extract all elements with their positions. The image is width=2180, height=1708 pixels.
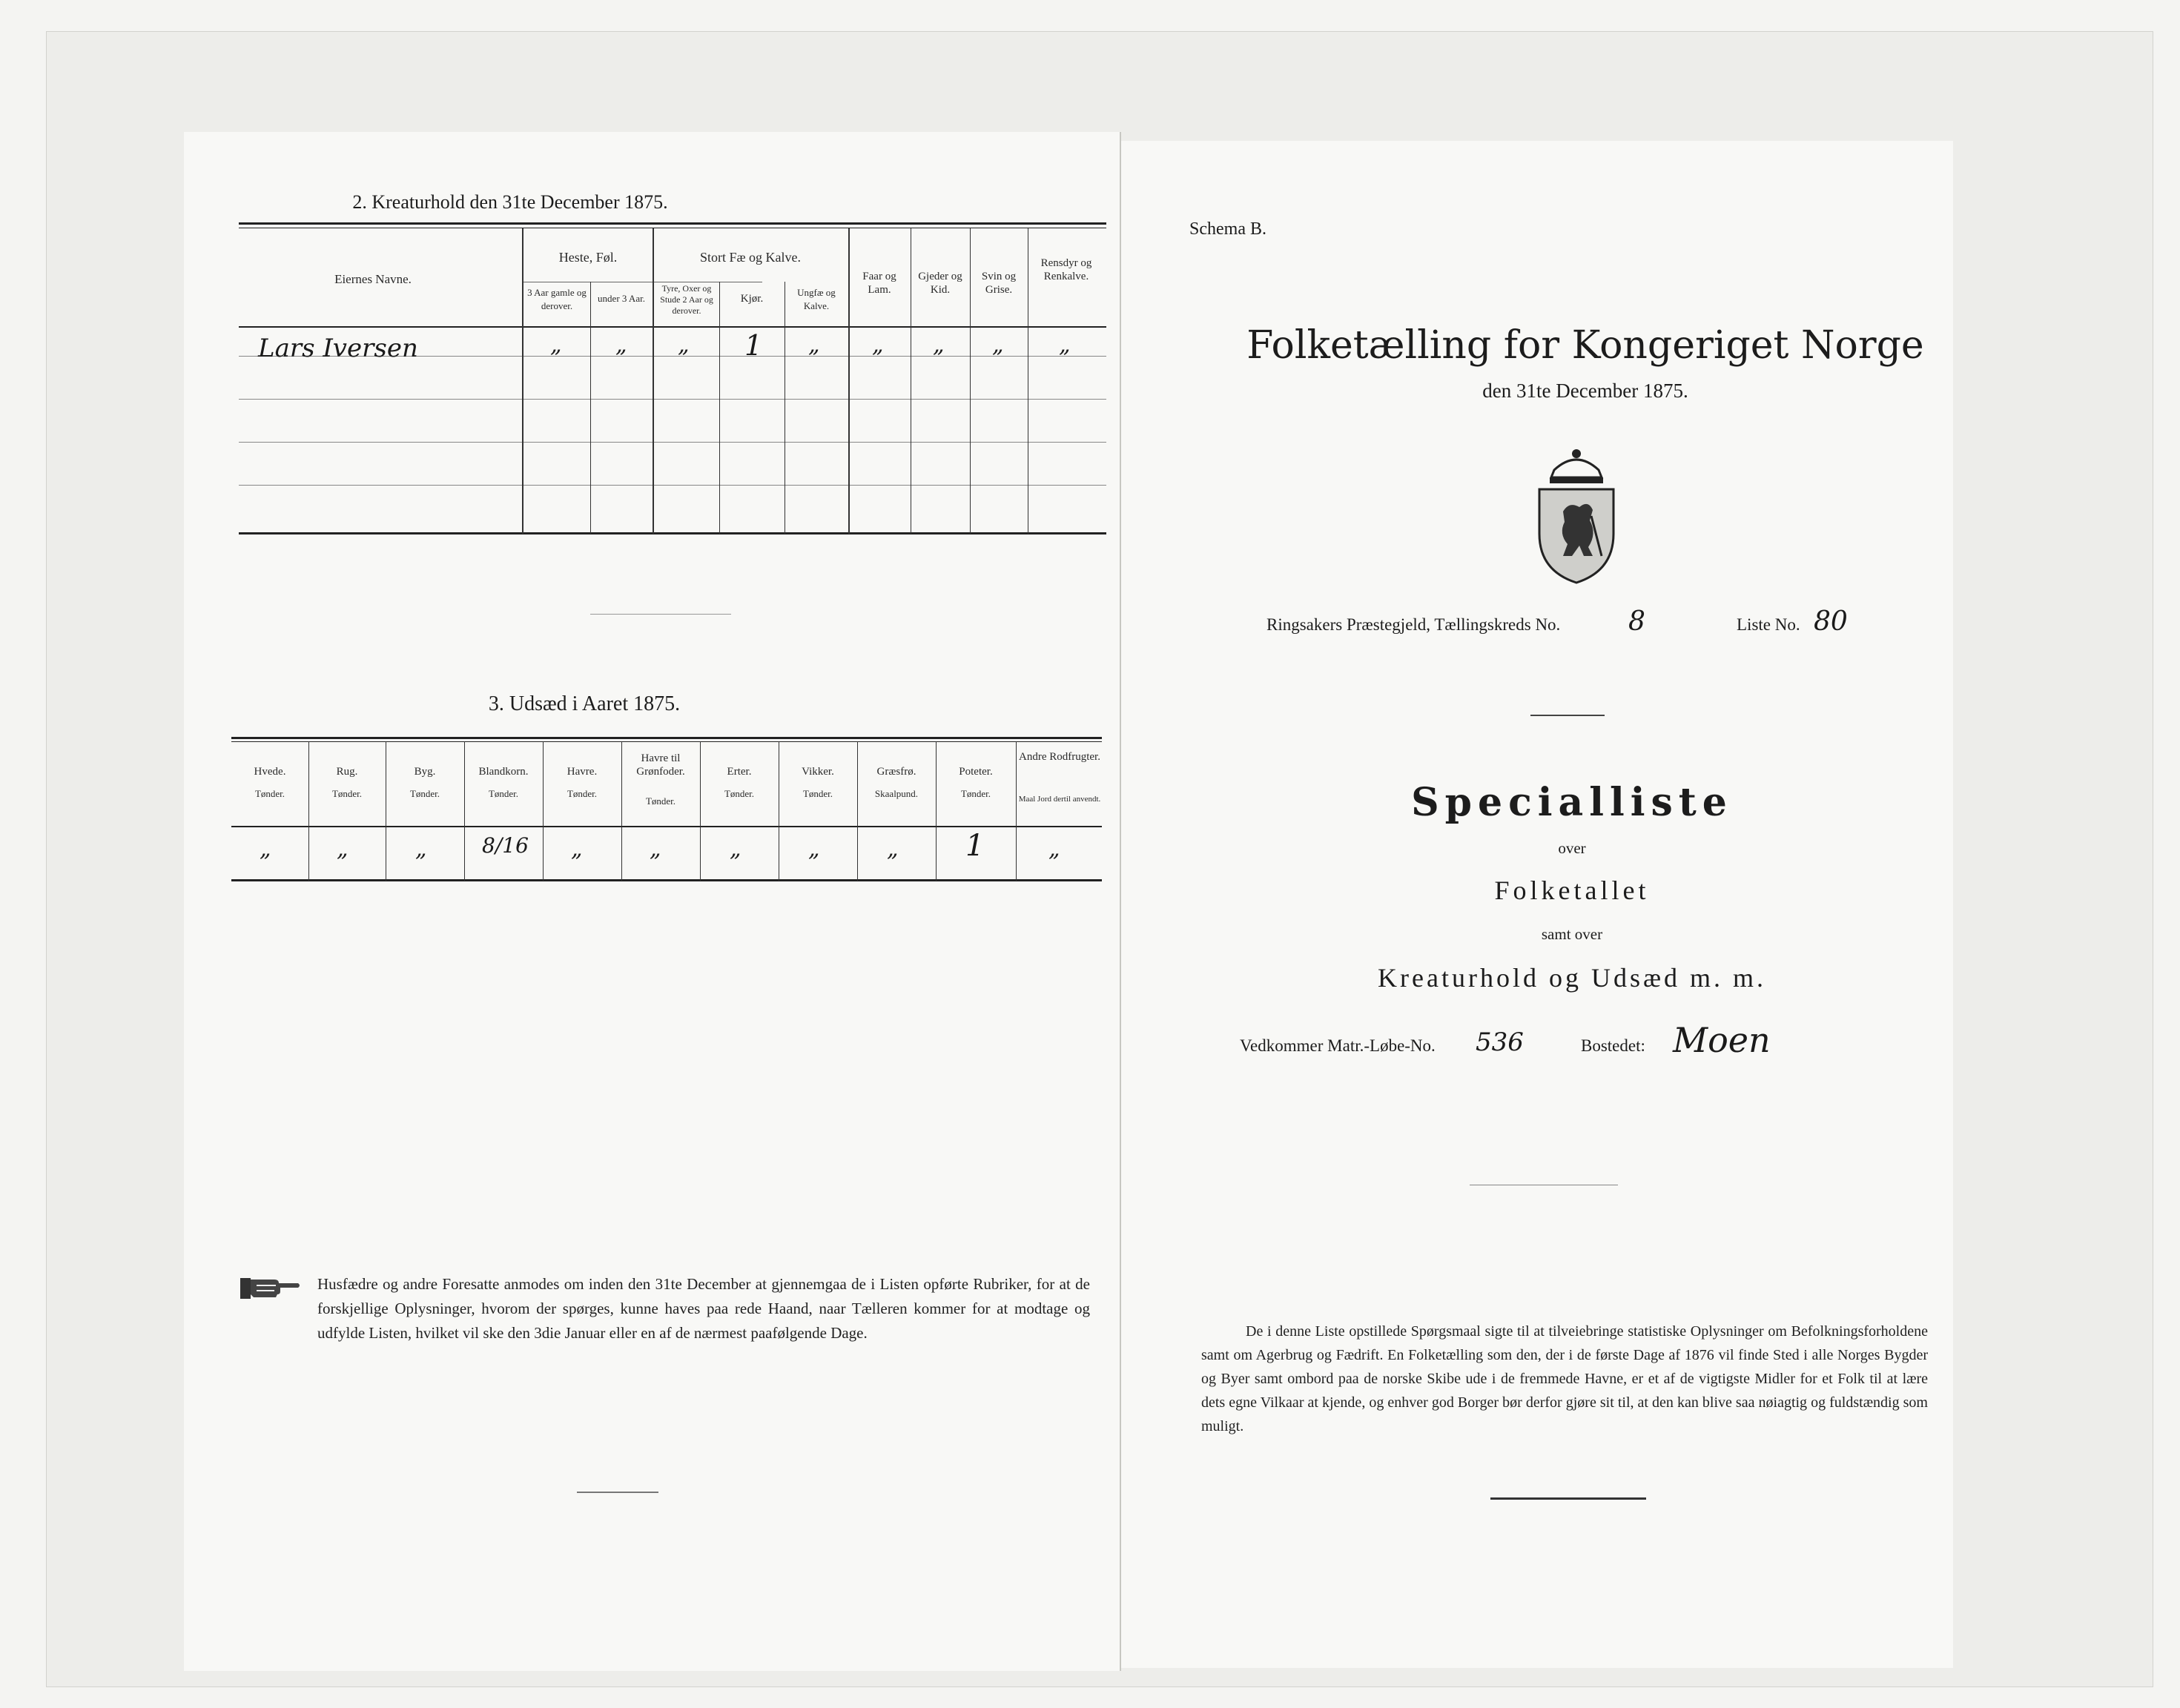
liste-number: 80 bbox=[1814, 606, 1848, 637]
owner-header: Eiernes Navne. bbox=[334, 272, 412, 286]
livestock-value: „ bbox=[550, 332, 562, 358]
seed-col-hvede: Hvede. bbox=[254, 766, 286, 778]
seed-unit: Tønder. bbox=[645, 795, 676, 807]
section2-title: 2. Kreaturhold den 31te December 1875. bbox=[352, 191, 668, 213]
seed-unit: Tønder. bbox=[960, 788, 991, 799]
bosted-label: Bostedet: bbox=[1581, 1036, 1645, 1055]
col-heste-3aar: 3 Aar gamle og derover. bbox=[527, 287, 587, 311]
seed-value: „ bbox=[337, 836, 349, 862]
divider bbox=[1490, 1497, 1646, 1500]
seed-unit: Tønder. bbox=[488, 788, 519, 799]
col-ungfae: Ungfæ og Kalve. bbox=[797, 287, 836, 311]
seed-unit: Tønder. bbox=[409, 788, 440, 799]
matr-label: Vedkommer Matr.-Løbe-No. bbox=[1240, 1036, 1436, 1055]
seed-value: „ bbox=[260, 836, 271, 862]
seed-unit: Tønder. bbox=[567, 788, 598, 799]
specialliste-title: Specialliste bbox=[1411, 780, 1733, 825]
livestock-value: „ bbox=[808, 332, 820, 358]
bosted-value: Moen bbox=[1673, 1020, 1771, 1060]
folketallet-heading: Folketallet bbox=[1494, 875, 1650, 905]
right-page bbox=[1121, 141, 1953, 1668]
owner-name-row1: Lars Iversen bbox=[258, 334, 418, 363]
col-kjor: Kjør. bbox=[740, 293, 764, 305]
divider bbox=[1530, 715, 1605, 716]
kreds-number: 8 bbox=[1628, 606, 1645, 637]
section3-title: 3. Udsæd i Aaret 1875. bbox=[488, 692, 681, 715]
seed-value: 1 bbox=[965, 829, 985, 863]
seed-col-poteter: Poteter. bbox=[959, 766, 993, 778]
col-svin: Svin og Grise. bbox=[981, 271, 1017, 296]
left-page bbox=[184, 132, 1121, 1671]
seed-value: „ bbox=[808, 836, 820, 862]
census-date: den 31te December 1875. bbox=[1482, 380, 1688, 402]
livestock-value: 1 bbox=[744, 329, 763, 362]
col-tyre: Tyre, Oxer og Stude 2 Aar og derover. bbox=[660, 283, 713, 316]
divider bbox=[577, 1492, 658, 1493]
livestock-value: „ bbox=[872, 332, 884, 358]
pointing-hand-icon bbox=[239, 1272, 301, 1302]
livestock-value: „ bbox=[992, 332, 1004, 358]
seed-col-vikker: Vikker. bbox=[802, 766, 834, 778]
livestock-value: „ bbox=[1059, 332, 1071, 358]
matr-number: 536 bbox=[1476, 1027, 1524, 1057]
group-stort-fae: Stort Fæ og Kalve. bbox=[699, 250, 801, 265]
col-rensdyr: Rensdyr og Renkalve. bbox=[1040, 257, 1092, 282]
over-label: over bbox=[1558, 839, 1586, 857]
coat-of-arms-icon bbox=[1525, 445, 1628, 586]
seed-col-havre: Havre. bbox=[567, 766, 598, 778]
samt-over-label: samt over bbox=[1541, 925, 1603, 943]
seed-col-byg: Byg. bbox=[414, 766, 436, 778]
kreaturhold-heading: Kreaturhold og Udsæd m. m. bbox=[1378, 963, 1766, 993]
livestock-value: „ bbox=[678, 332, 690, 358]
seed-col-rug: Rug. bbox=[336, 766, 358, 778]
seed-col-erter: Erter. bbox=[727, 766, 752, 778]
seed-unit: Maal Jord dertil anvendt. bbox=[1018, 795, 1101, 804]
seed-unit: Tønder. bbox=[254, 788, 285, 799]
seed-value: „ bbox=[415, 836, 427, 862]
census-title: Folketælling for Kongeriget Norge bbox=[1246, 323, 1924, 368]
livestock-value: „ bbox=[933, 332, 945, 358]
col-gjeder: Gjeder og Kid. bbox=[918, 271, 962, 296]
seed-unit: Tønder. bbox=[331, 788, 363, 799]
seed-unit: Tønder. bbox=[724, 788, 755, 799]
group-heste: Heste, Føl. bbox=[558, 250, 618, 265]
seed-value: „ bbox=[650, 836, 661, 862]
col-under-3aar: under 3 Aar. bbox=[598, 293, 645, 304]
col-faar: Faar og Lam. bbox=[862, 271, 896, 296]
schema-label: Schema B. bbox=[1189, 219, 1266, 239]
seed-col-andre-rodfrugter: Andre Rodfrugter. bbox=[1019, 751, 1100, 763]
intro-paragraph: De i denne Liste opstillede Spørgsmaal sigte til at tilveiebringe statistiske Oplysninger om Befolkningsforholdene samt om Agerbrug og Fædrift. En Folketælling som den, der i de første Dage af 1876 vil finde Sted i alle Norges Bygder og Byer samt ombord paa de norske Skibe ude i de fremmede Havne, er et af de vigtigste Midler for et Folk til at lære dets egne Vilkaar at kjende, og enhver god Borger bør derfor gjøre sit til, at den kan blive saa nøiagtig og fuldstændig som muligt. bbox=[1201, 1323, 1928, 1434]
seed-unit: Skaalpund. bbox=[874, 788, 919, 799]
livestock-value: „ bbox=[615, 332, 627, 358]
divider bbox=[590, 614, 731, 615]
seed-unit: Tønder. bbox=[802, 788, 833, 799]
footnote: Husfædre og andre Foresatte anmodes om inden den 31te December at gjennemgaa de i Listen opførte Rubriker, for at de forskjellige Oplysninger, hvorom der spørges, kunne haves paa rede Haand, naar Tælleren kommer for at modtage og udfylde Listen, hvilket vil ske den 3die Januar eller en af de nærmest paafølgende Dage. bbox=[317, 1275, 1090, 1342]
parish-label: Ringsakers Præstegjeld, Tællingskreds No. bbox=[1266, 615, 1561, 634]
seed-value: „ bbox=[887, 836, 899, 862]
seed-value-blandkorn: 8/16 bbox=[482, 833, 529, 858]
seed-col-blandkorn: Blandkorn. bbox=[478, 766, 529, 778]
seed-value: „ bbox=[730, 836, 741, 862]
seed-col-graesfro: Græsfrø. bbox=[876, 766, 916, 778]
seed-col-havre-gronfoder: Havre til Grønfoder. bbox=[636, 752, 685, 778]
seed-value: „ bbox=[1048, 836, 1060, 862]
liste-label: Liste No. bbox=[1737, 615, 1800, 634]
seed-value: „ bbox=[571, 836, 583, 862]
